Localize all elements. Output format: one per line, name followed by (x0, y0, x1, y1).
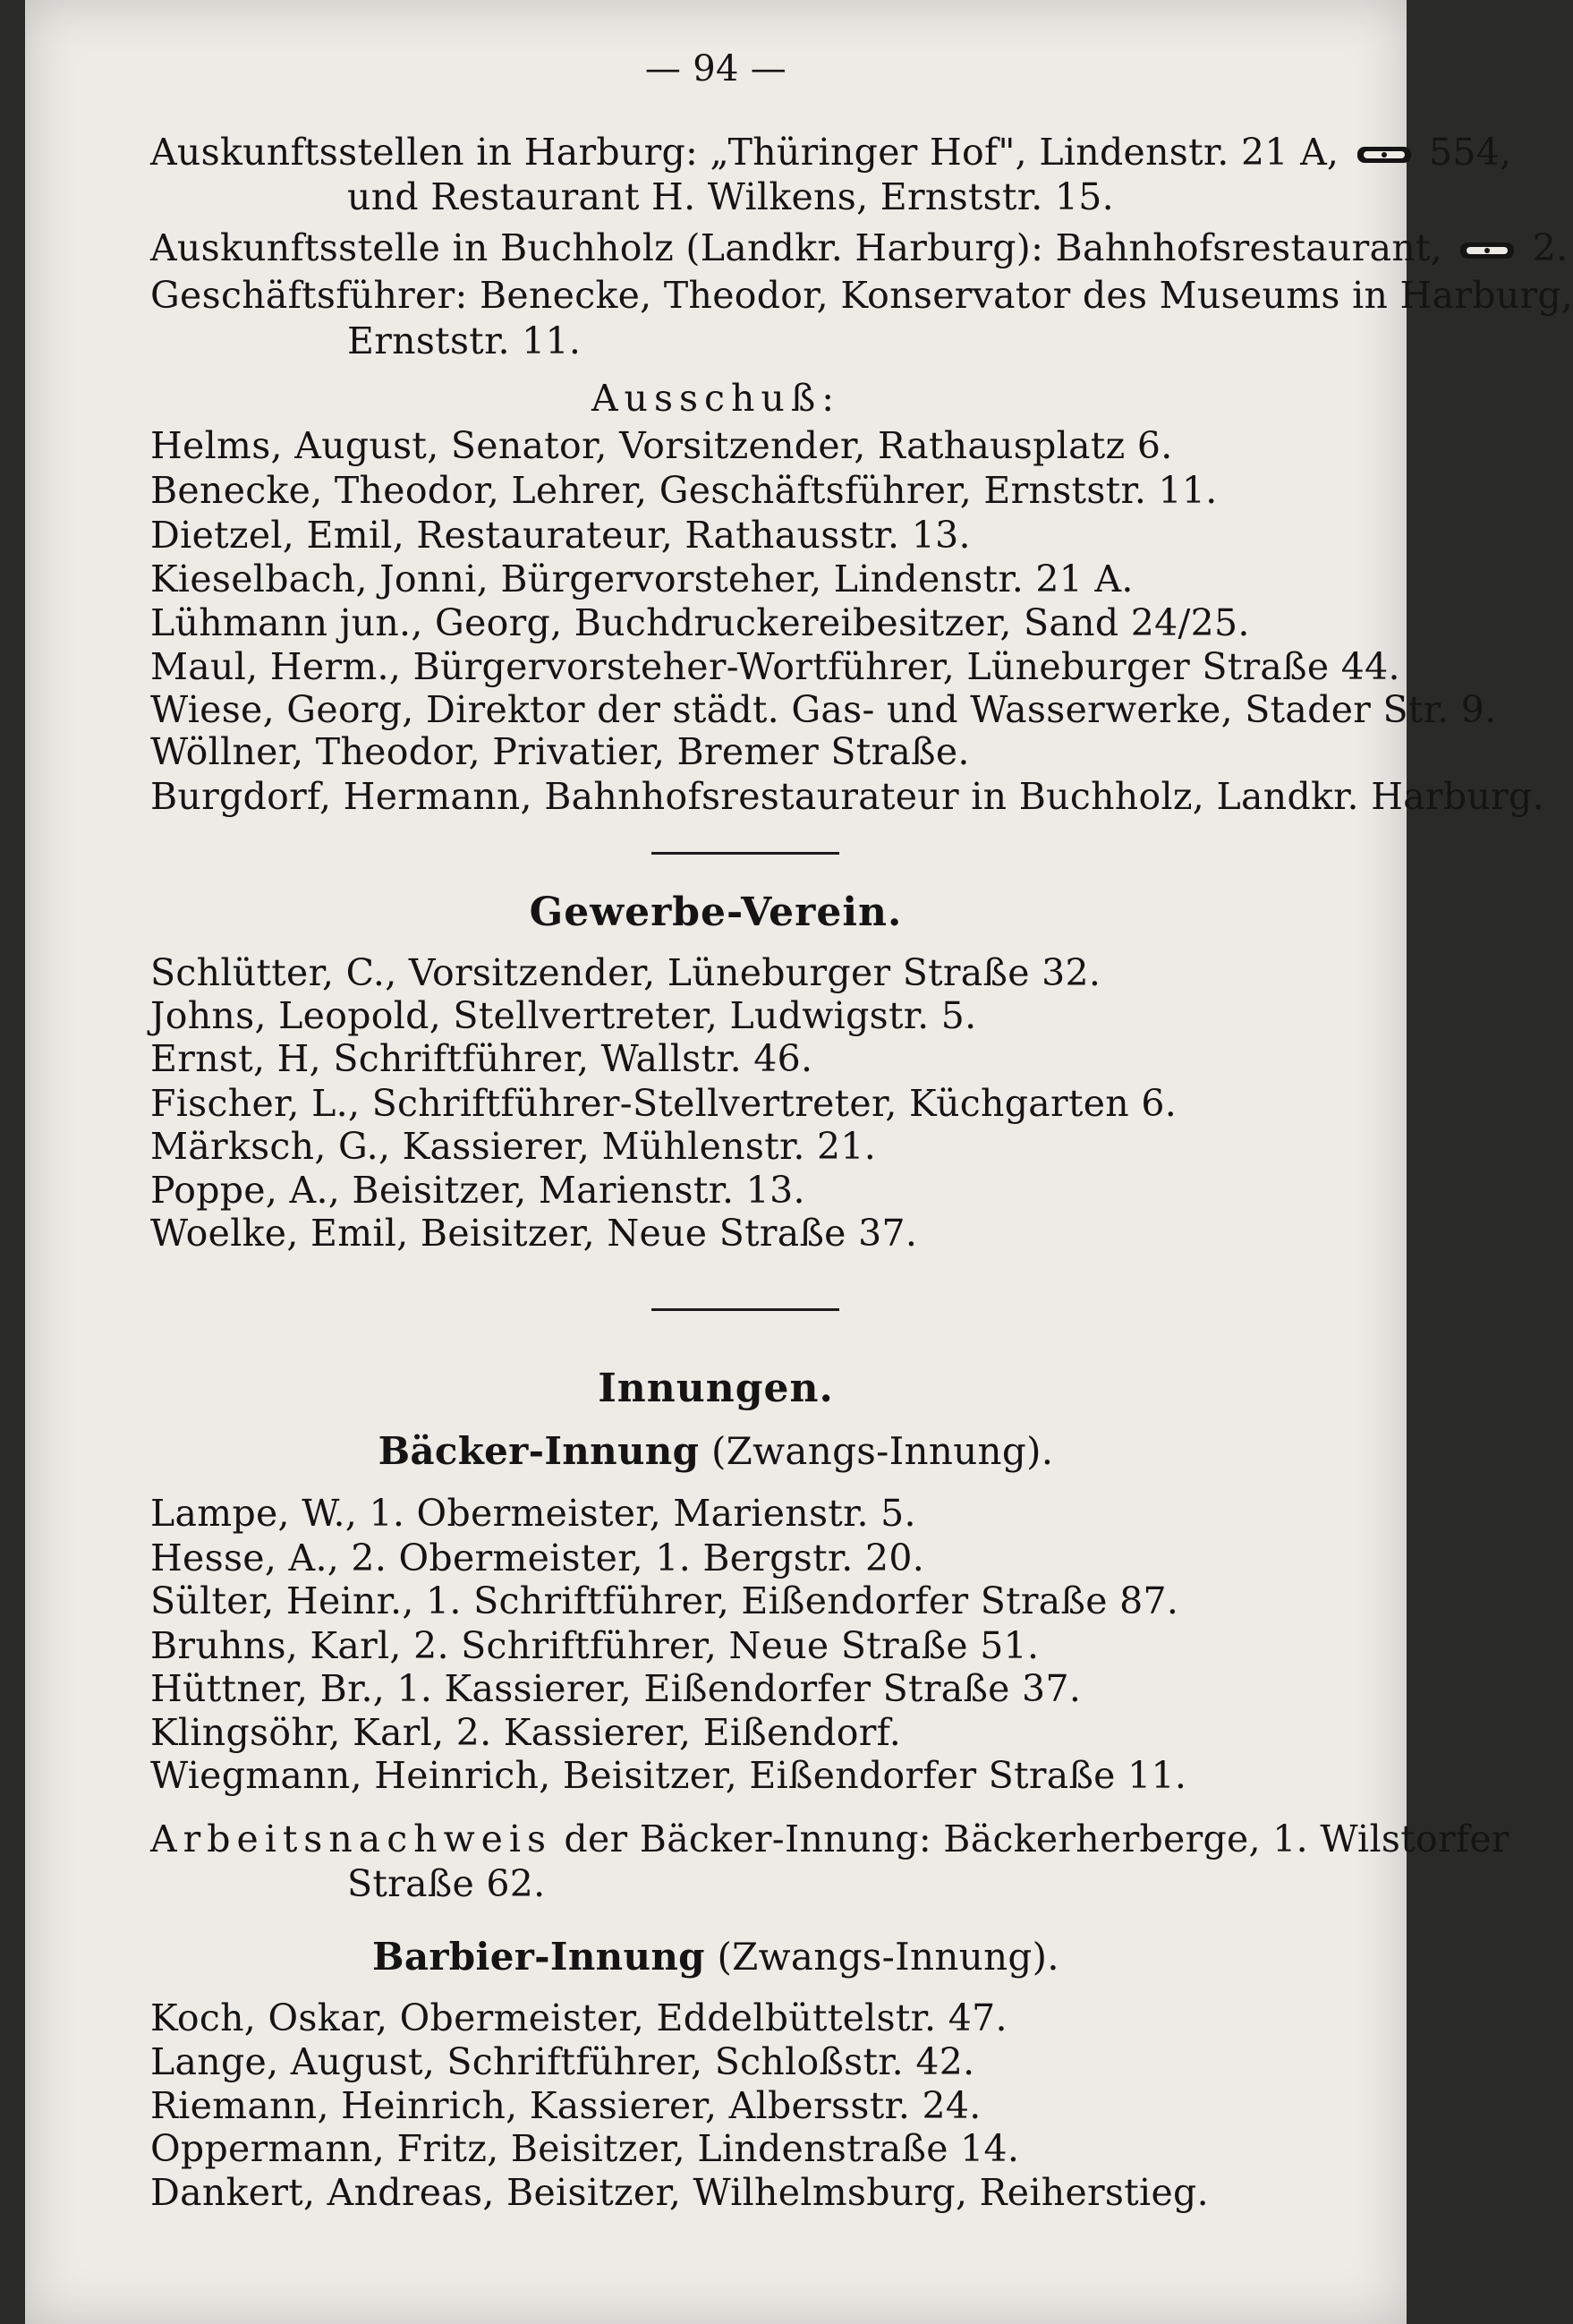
barbier-innung-name: Barbier-Innung (372, 1935, 705, 1979)
barbier-member: Oppermann, Fritz, Beisitzer, Lindenstraße 14. (150, 2127, 1020, 2170)
intro-line-5: Ernststr. 11. (347, 319, 582, 362)
baecker-innung-type: (Zwangs-Innung). (710, 1429, 1054, 1473)
barbier-innung-type: (Zwangs-Innung). (717, 1935, 1059, 1979)
page-number: — 94 — (644, 48, 787, 89)
intro-line-4: Geschäftsführer: Benecke, Theodor, Konservator des Museums in Harburg, (150, 274, 1573, 317)
ausschuss-heading: Ausschuß: (591, 377, 841, 420)
intro-line-2: und Restaurant H. Wilkens, Ernststr. 15. (347, 175, 1114, 218)
baecker-member: Lampe, W., 1. Obermeister, Marienstr. 5. (150, 1492, 916, 1535)
gewerbe-heading: Gewerbe-Verein. (529, 890, 903, 935)
document-page (25, 0, 1573, 2324)
arbeitsnachweis-label: Arbeitsnachweis (150, 1817, 553, 1860)
intro-line-3-text: Auskunftsstelle in Buchholz (Landkr. Harburg): Bahnhofsrestaurant, (150, 226, 1443, 269)
barbier-member: Koch, Oskar, Obermeister, Eddelbüttelstr. 47. (150, 1996, 1008, 2039)
ausschuss-member: Lühmann jun., Georg, Buchdruckereibesitzer, Sand 24/25. (150, 601, 1250, 644)
section-divider (651, 852, 839, 855)
section-divider (651, 1308, 839, 1311)
baecker-member: Hesse, A., 2. Obermeister, 1. Bergstr. 20. (150, 1537, 925, 1579)
intro-line-1-number: 554, (1429, 131, 1512, 174)
barbier-member: Dankert, Andreas, Beisitzer, Wilhelmsburg, Reiherstieg. (150, 2171, 1209, 2214)
baecker-member: Bruhns, Karl, 2. Schriftführer, Neue Straße 51. (150, 1624, 1040, 1667)
arbeitsnachweis-line (150, 1817, 1509, 1861)
intro-line-1-text: Auskunftsstellen in Harburg: „Thüringer Hof", Lindenstr. 21 A, (150, 131, 1339, 174)
innungen-heading: Innungen. (598, 1366, 834, 1411)
ausschuss-member: Wiese, Georg, Direktor der städt. Gas- und Wasserwerke, Stader Str. 9. (150, 688, 1497, 731)
intro-line-1 (150, 130, 1512, 178)
baecker-member: Hüttner, Br., 1. Kassierer, Eißendorfer Straße 37. (150, 1667, 1082, 1710)
telephone-icon (1459, 229, 1515, 274)
gewerbe-member: Poppe, A., Beisitzer, Marienstr. 13. (150, 1169, 805, 1212)
gewerbe-member: Märksch, G., Kassierer, Mühlenstr. 21. (150, 1125, 877, 1168)
baecker-member: Sülter, Heinr., 1. Schriftführer, Eißendorfer Straße 87. (150, 1579, 1179, 1622)
ausschuss-member: Helms, August, Senator, Vorsitzender, Rathausplatz 6. (150, 424, 1173, 467)
arbeitsnachweis-cont: Straße 62. (347, 1862, 546, 1905)
ausschuss-member: Burgdorf, Hermann, Bahnhofsrestaurateur in Buchholz, Landkr. Harburg. (150, 775, 1544, 818)
intro-line-3 (150, 226, 1569, 274)
barbier-member: Lange, August, Schriftführer, Schloßstr. 42. (150, 2040, 975, 2083)
ausschuss-member: Dietzel, Emil, Restaurateur, Rathausstr. 13. (150, 514, 971, 557)
baecker-innung-name: Bäcker-Innung (378, 1429, 700, 1473)
arbeitsnachweis-text: der Bäcker-Innung: Bäckerherberge, 1. Wilstorfer (564, 1817, 1509, 1860)
barbier-innung-heading (25, 1935, 1407, 1979)
gewerbe-member: Schlütter, C., Vorsitzender, Lüneburger Straße 32. (150, 951, 1101, 994)
telephone-icon (1356, 133, 1412, 178)
gewerbe-member: Woelke, Emil, Beisitzer, Neue Straße 37. (150, 1212, 918, 1255)
gewerbe-member: Fischer, L., Schriftführer-Stellvertreter, Küchgarten 6. (150, 1082, 1178, 1125)
intro-line-3-number: 2. (1532, 226, 1569, 269)
baecker-member: Klingsöhr, Karl, 2. Kassierer, Eißendorf. (150, 1711, 902, 1754)
ausschuss-member: Kieselbach, Jonni, Bürgervorsteher, Lindenstr. 21 A. (150, 558, 1134, 600)
baecker-member: Wiegmann, Heinrich, Beisitzer, Eißendorfer Straße 11. (150, 1754, 1187, 1797)
gewerbe-member: Johns, Leopold, Stellvertreter, Ludwigstr. 5. (150, 994, 977, 1037)
gewerbe-member: Ernst, H, Schriftführer, Wallstr. 46. (150, 1037, 813, 1080)
barbier-member: Riemann, Heinrich, Kassierer, Albersstr. 24. (150, 2084, 982, 2127)
ausschuss-member: Benecke, Theodor, Lehrer, Geschäftsführer, Ernststr. 11. (150, 469, 1218, 512)
baecker-innung-heading (25, 1429, 1407, 1474)
ausschuss-member: Wöllner, Theodor, Privatier, Bremer Straße. (150, 730, 970, 773)
ausschuss-member: Maul, Herm., Bürgervorsteher-Wortführer, Lüneburger Straße 44. (150, 645, 1400, 688)
